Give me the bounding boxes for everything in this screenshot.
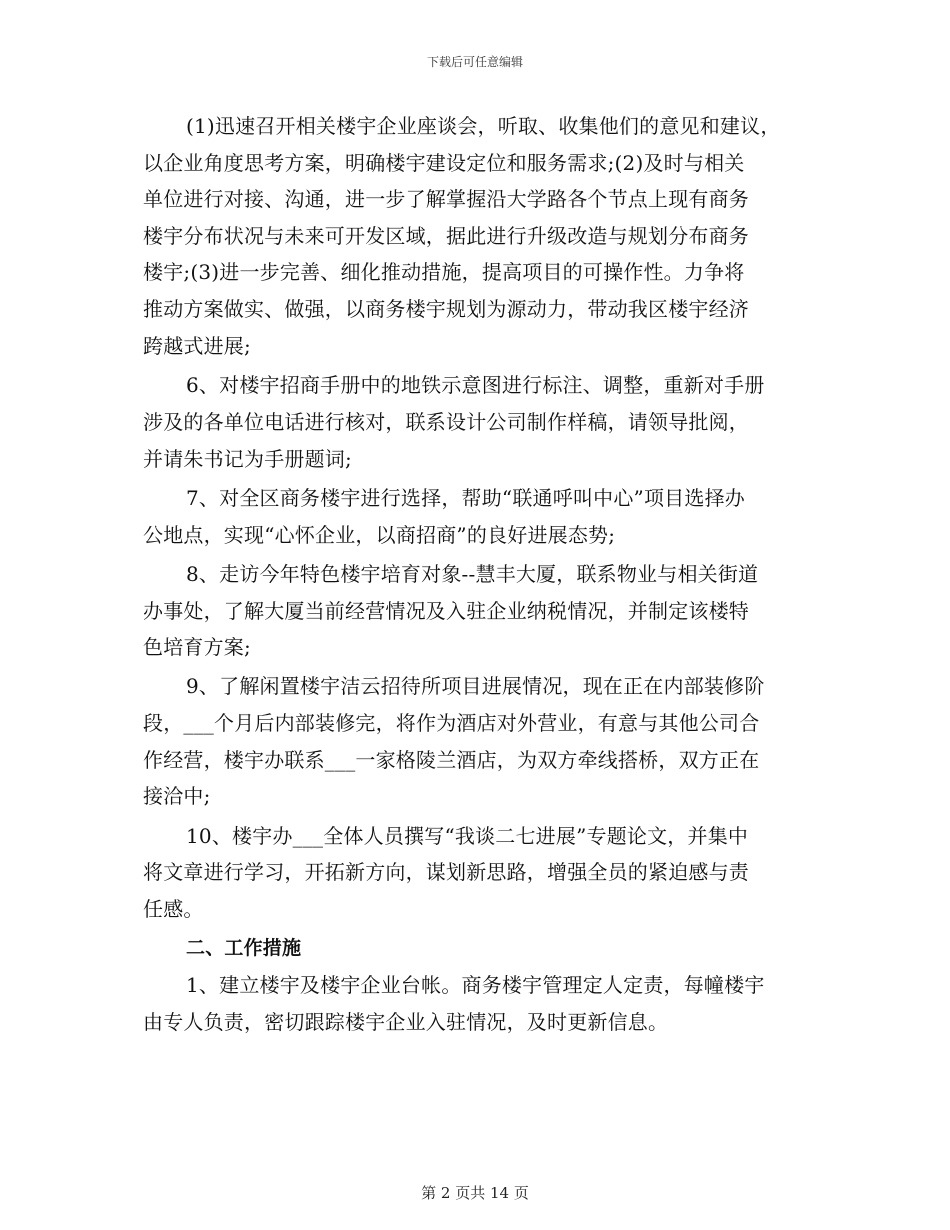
paragraph-line: 任感。 xyxy=(143,897,204,921)
paragraph-line: 接洽中; xyxy=(143,784,211,808)
paragraph-line: 6、对楼宇招商手册中的地铁示意图进行标注、调整，重新对手册 xyxy=(186,373,765,397)
page-footer: 第 2 页共 14 页 xyxy=(421,1184,529,1202)
paragraph-line: 楼宇;(3)进一步完善、细化推动措施，提高项目的可操作性。力争将 xyxy=(143,260,745,284)
paragraph-line: 公地点，实现“心怀企业，以商招商”的良好进展态势; xyxy=(143,523,616,547)
paragraph-line: 1、建立楼宇及楼宇企业台帐。商务楼宇管理定人定责，每幢楼宇 xyxy=(186,973,765,997)
paragraph-line: 办事处，了解大厦当前经营情况及入驻企业纳税情况，并制定该楼特 xyxy=(143,599,749,623)
paragraph-line: 色培育方案; xyxy=(143,635,251,659)
paragraph-line: 10、楼宇办___全体人员撰写“我谈二七进展”专题论文，并集中 xyxy=(186,824,749,848)
paragraph-line: 楼宇分布状况与未来可开发区域，据此进行升级改造与规划分布商务 xyxy=(143,224,749,248)
paragraph-line: 8、走访今年特色楼宇培育对象--慧丰大厦，联系物业与相关街道 xyxy=(186,562,759,586)
paragraph-line: 跨越式进展; xyxy=(143,334,251,358)
paragraph-line: 单位进行对接、沟通，进一步了解掌握沿大学路各个节点上现有商务 xyxy=(143,187,749,211)
paragraph-line: (1)迅速召开相关楼宇企业座谈会，听取、收集他们的意见和建议， xyxy=(186,114,781,138)
paragraph-line: 并请朱书记为手册题词; xyxy=(143,447,352,471)
paragraph-line: 以企业角度思考方案，明确楼宇建设定位和服务需求;(2)及时与相关 xyxy=(143,151,745,175)
page-header: 下载后可任意编辑 xyxy=(426,55,523,69)
paragraph-line: 涉及的各单位电话进行核对，联系设计公司制作样稿，请领导批阅， xyxy=(143,410,749,434)
section-heading: 二、工作措施 xyxy=(186,937,302,959)
paragraph-line: 9、了解闲置楼宇洁云招待所项目进展情况，现在正在内部装修阶 xyxy=(186,674,765,698)
paragraph-line: 7、对全区商务楼宇进行选择，帮助“联通呼叫中心”项目选择办 xyxy=(186,486,745,510)
paragraph-line: 段，___个月后内部装修完，将作为酒店对外营业，有意与其他公司合 xyxy=(143,711,760,735)
paragraph-line: 作经营，楼宇办联系___一家格陵兰酒店，为双方牵线搭桥，双方正在 xyxy=(143,748,760,772)
paragraph-line: 由专人负责，密切跟踪楼宇企业入驻情况，及时更新信息。 xyxy=(143,1010,669,1034)
paragraph-line: 将文章进行学习，开拓新方向，谋划新思路，增强全员的紧迫感与责 xyxy=(143,860,749,884)
paragraph-line: 推动方案做实、做强，以商务楼宇规划为源动力，带动我区楼宇经济 xyxy=(143,297,749,321)
